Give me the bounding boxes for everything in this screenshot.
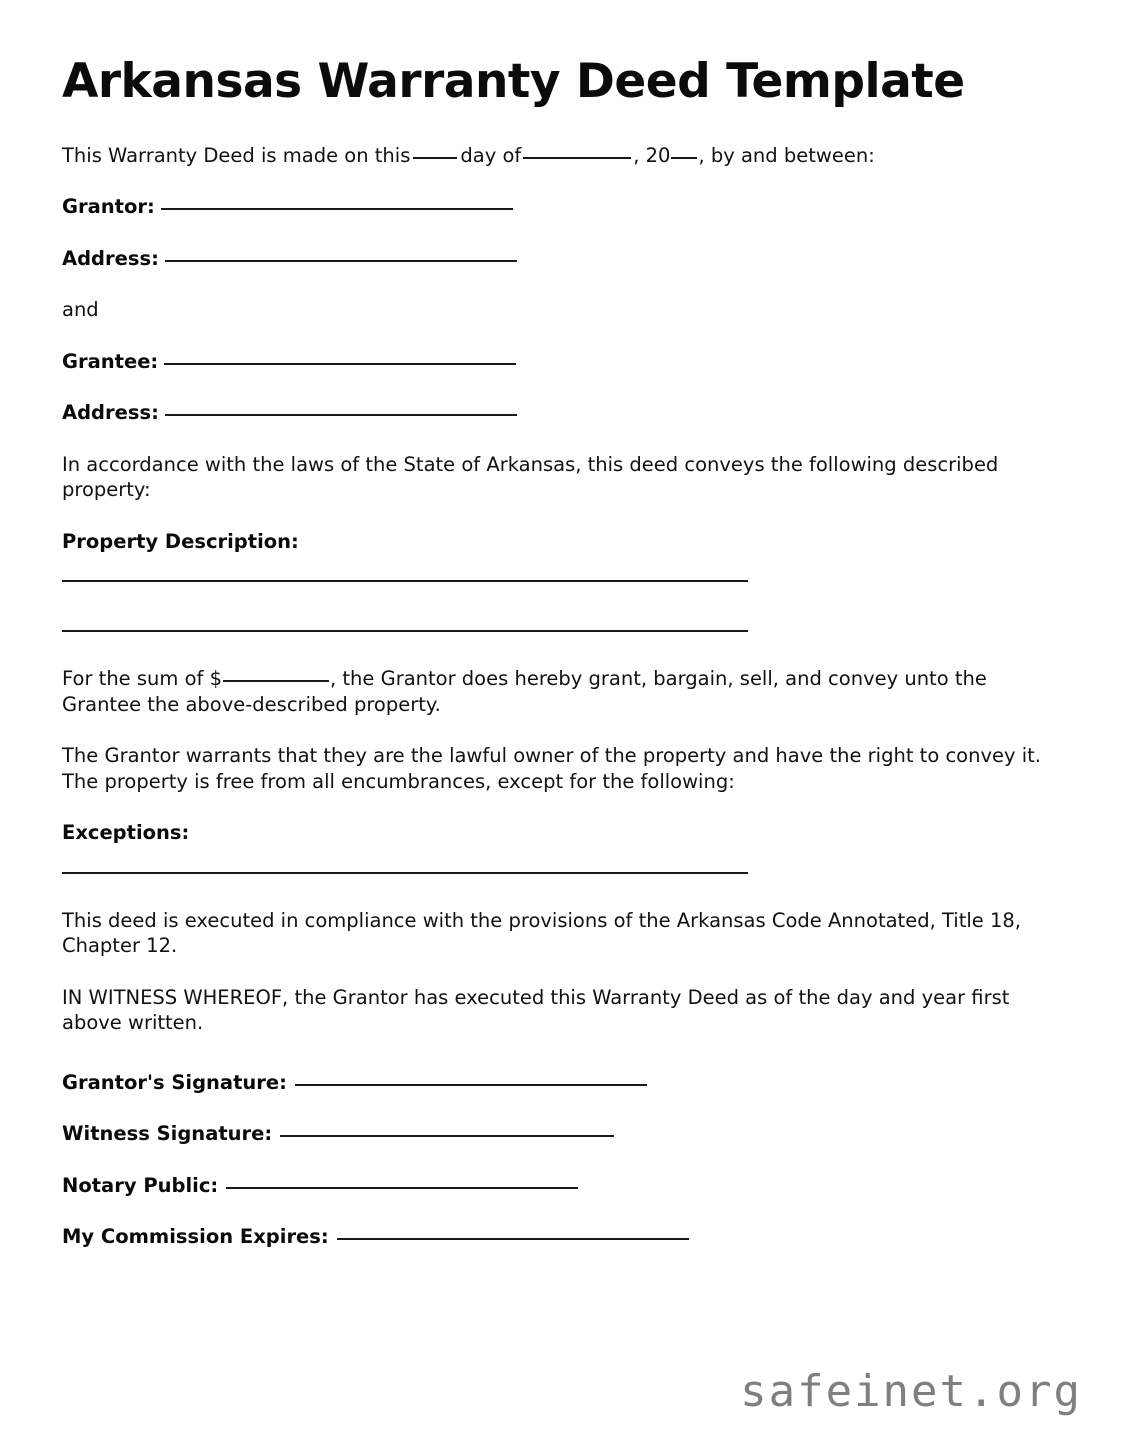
grantee-address-field-row (62, 400, 1062, 426)
notary-public-row (62, 1173, 1062, 1199)
property-description-line-2[interactable] (62, 630, 748, 632)
grantee-field-row (62, 349, 1062, 375)
grantor-signature-label: Grantor's Signature: (62, 1070, 287, 1094)
witness-signature-label: Witness Signature: (62, 1122, 273, 1146)
intro-before-day: This Warranty Deed is made on this (62, 143, 411, 167)
commission-expires-input[interactable] (337, 1238, 689, 1240)
compliance-paragraph: This deed is executed in compliance with the provisions of the Arkansas Code Annotated, Title 18, Chapter 12. (62, 908, 1021, 958)
grantee-input[interactable] (164, 363, 516, 365)
notary-public-input[interactable] (226, 1187, 578, 1189)
page-title: Arkansas Warranty Deed Template (62, 54, 965, 109)
commission-expires-row (62, 1224, 1062, 1250)
grantee-address-label: Address: (62, 401, 159, 425)
grantor-label: Grantor: (62, 195, 155, 219)
grantee-address-input[interactable] (165, 414, 517, 416)
grantor-field-row (62, 194, 1062, 220)
sum-before-blank: For the sum of $ (62, 667, 222, 691)
grantor-input[interactable] (161, 208, 513, 210)
grantor-address-field-row (62, 246, 1062, 272)
notary-public-label: Notary Public: (62, 1173, 219, 1197)
conjunction-and: and (62, 298, 99, 322)
property-description-heading: Property Description: (62, 529, 299, 553)
year-blank[interactable] (671, 157, 697, 159)
commission-expires-label: My Commission Expires: (62, 1225, 329, 1249)
grantee-label: Grantee: (62, 349, 159, 373)
exceptions-heading: Exceptions: (62, 821, 190, 845)
conveyance-paragraph: In accordance with the laws of the State of Arkansas, this deed conveys the following described property: (62, 452, 999, 502)
grantor-signature-row (62, 1070, 1062, 1096)
intro-after-day: day of (460, 143, 522, 167)
grantor-address-label: Address: (62, 246, 159, 270)
witness-signature-row (62, 1121, 1062, 1147)
property-description-line-1[interactable] (62, 580, 748, 582)
grantor-signature-input[interactable] (295, 1084, 647, 1086)
month-blank[interactable] (523, 157, 631, 159)
intro-after-month: , 20 (633, 143, 671, 167)
sum-paragraph (62, 666, 1052, 717)
intro-after-year: , by and between: (698, 143, 875, 167)
day-blank[interactable] (413, 157, 457, 159)
warranty-paragraph: The Grantor warrants that they are the lawful owner of the property and have the right to convey it. The property is free from all encumbrances, except for the following: (62, 744, 1042, 793)
intro-paragraph (62, 143, 1052, 169)
witness-paragraph: IN WITNESS WHEREOF, the Grantor has executed this Warranty Deed as of the day and year first above written. (62, 985, 1010, 1035)
sum-after-blank: , the Grantor does hereby grant, bargain, sell, and convey unto the Grantee the above-described property. (62, 667, 987, 716)
grantor-address-input[interactable] (165, 260, 517, 262)
watermark-safeinet: safeinet.org (740, 1366, 1082, 1417)
signature-block (62, 1070, 1062, 1250)
sum-amount-blank[interactable] (223, 680, 329, 682)
exceptions-line-1[interactable] (62, 872, 748, 874)
witness-signature-input[interactable] (280, 1135, 614, 1137)
